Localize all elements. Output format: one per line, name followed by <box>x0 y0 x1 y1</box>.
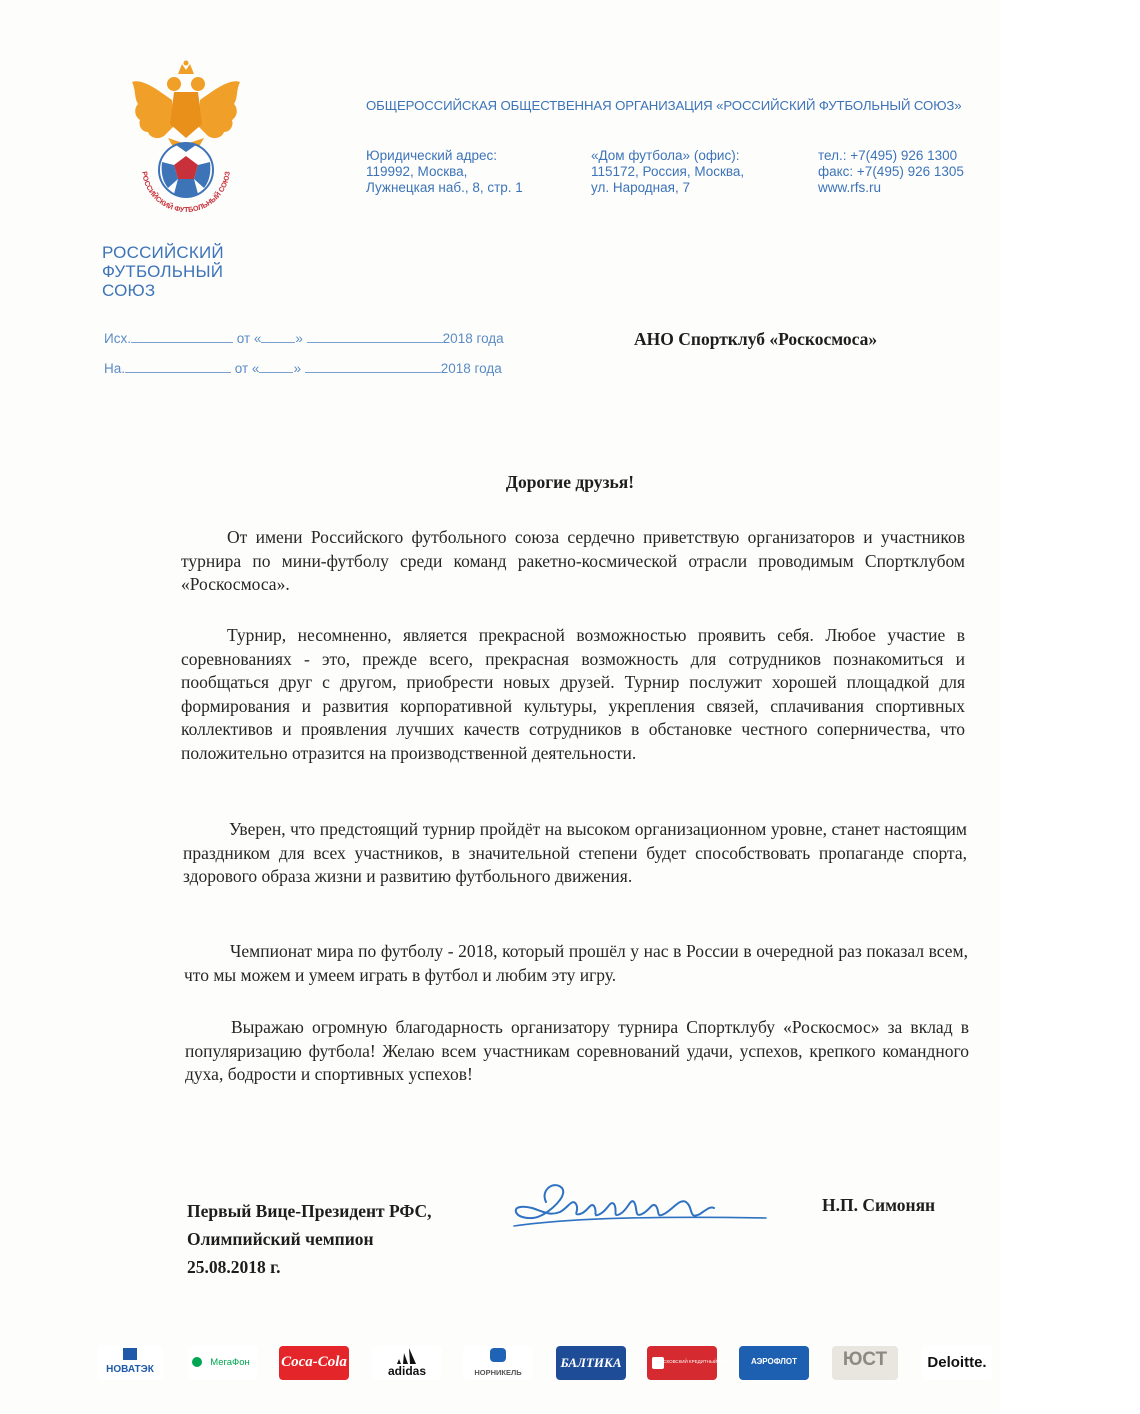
quote-close: » <box>295 331 303 346</box>
brand-line: СОЮЗ <box>102 281 156 300</box>
adidas-stripes-icon <box>396 1348 418 1364</box>
incoming-label: На. <box>104 361 126 376</box>
legal-address <box>366 148 523 196</box>
signatory-honor: Олимпийский чемпион <box>187 1229 374 1249</box>
paragraph-text: Турнир, несомненно, является прекрасной возможностью проявить себя. Любое участие в соревнованиях - это, прежде всего, прекрасная возможность для сотрудников познакомиться и пообщаться друг с другом, приобрести новых друзей. Турнир послужит хорошей площадкой для формирования и развития корпоративной культуры, укрепления связей, сплачивания спортивных коллективов и проявления лучших качеств сотрудников в обстановке честного соперничества, что положительно отразится на производственной деятельности. <box>181 625 965 763</box>
paragraph-text: Выражаю огромную благодарность организатору турнира Спортклубу «Роскосмос» за вклад в популяризацию футбола! Желаю всем участникам соревнований удачи, успехов, крепкого командного духа, бодрости и спортивных успехов! <box>185 1017 969 1085</box>
brand-line: ФУТБОЛЬНЫЙ <box>102 262 224 281</box>
sponsor-logo-coca-cola <box>279 1346 349 1380</box>
from-label: от « <box>234 361 260 376</box>
handwritten-signature-icon <box>510 1172 772 1242</box>
address-line: Юридический адрес: <box>366 148 498 163</box>
greeting: Дорогие друзья! <box>505 472 635 492</box>
ref-number-blank <box>131 330 233 343</box>
paragraph-text: От имени Российского футбольного союза сердечно приветствую организаторов и участников турнира по мини-футболу среди команд ракетно-космической отрасли проводимым Спортклубом «Роскосмоса». <box>181 527 965 595</box>
sponsor-logo-mkb <box>647 1346 731 1380</box>
website: www.rfs.ru <box>818 180 882 195</box>
letter-paragraph <box>185 1016 969 1087</box>
year-label: 2018 года <box>440 361 502 376</box>
month-blank <box>307 330 443 343</box>
phone: тел.: +7(495) 926 1300 <box>818 148 958 163</box>
sponsor-name: ЮСТ <box>842 1349 888 1370</box>
sponsor-name: НОРНИКЕЛЬ <box>474 1368 522 1377</box>
address-line: «Дом футбола» (офис): <box>591 148 740 163</box>
letter-paragraph <box>183 818 967 889</box>
sponsor-logo-megafon <box>188 1346 258 1380</box>
sponsor-name: Deloitte. <box>927 1354 987 1371</box>
sponsor-name: БАЛТИКА <box>560 1355 622 1370</box>
sponsor-logo-novatek <box>97 1346 163 1380</box>
sponsor-name: Coca-Cola <box>281 1354 347 1370</box>
novatek-mark-icon <box>123 1348 137 1360</box>
brand-name <box>102 243 224 300</box>
from-label: от « <box>236 331 262 346</box>
rfs-eagle-emblem-icon <box>128 60 244 220</box>
sponsor-logo-baltika <box>556 1346 626 1380</box>
brand-line: РОССИЙСКИЙ <box>102 243 224 262</box>
address-line: Лужнецкая наб., 8, стр. 1 <box>366 180 523 195</box>
signatory-position: Первый Вице-Президент РФС, <box>187 1201 432 1221</box>
signatory-title <box>187 1197 431 1281</box>
address-line: 119992, Москва, <box>366 164 468 179</box>
year-label: 2018 года <box>442 331 504 346</box>
paragraph-text: Чемпионат мира по футболу - 2018, который прошёл у нас в России в очередной раз показал всем, что мы можем и умеем играть в футбол и любим эту игру. <box>184 941 968 985</box>
sponsor-name: АЭРОФЛОТ <box>751 1357 797 1366</box>
ref-number-blank <box>125 360 231 373</box>
outgoing-ref-line <box>104 330 504 346</box>
addressee: АНО Спортклуб «Роскосмоса» <box>634 329 878 349</box>
letter-date: 25.08.2018 г. <box>187 1257 281 1277</box>
contacts <box>818 148 964 196</box>
month-blank <box>305 360 441 373</box>
org-title: ОБЩЕРОССИЙСКАЯ ОБЩЕСТВЕННАЯ ОРГАНИЗАЦИЯ «РОССИЙСКИЙ ФУТБОЛЬНЫЙ СОЮЗ» <box>366 98 962 113</box>
paragraph-text: Уверен, что предстоящий турнир пройдёт на высоком организационном уровне, станет настоящим праздником для всех участников, в значительной степени будет способствовать пропаганде спорта, здорового образа жизни и развитию футбольного движения. <box>183 819 967 887</box>
sponsor-logo-nornickel <box>463 1346 533 1380</box>
day-blank <box>261 330 295 343</box>
letter-paragraph <box>181 526 965 597</box>
sponsor-logo-yust <box>832 1346 898 1380</box>
incoming-ref-line <box>104 360 502 376</box>
signatory-name: Н.П. Симонян <box>822 1195 936 1215</box>
sponsor-name: adidas <box>387 1364 426 1378</box>
sponsor-name: НОВАТЭК <box>106 1364 154 1375</box>
outgoing-label: Исх. <box>104 331 131 346</box>
address-line: 115172, Россия, Москва, <box>591 164 745 179</box>
quote-close: » <box>293 361 301 376</box>
svg-text:РОССИЙСКИЙ ФУТБОЛЬНЫЙ СОЮЗ: РОССИЙСКИЙ ФУТБОЛЬНЫЙ СОЮЗ <box>140 170 232 215</box>
sponsor-logo-aeroflot <box>739 1346 809 1380</box>
fax: факс: +7(495) 926 1305 <box>818 164 964 179</box>
sponsor-name: МОСКОВСКИЙ КРЕДИТНЫЙ БАНК <box>656 1359 731 1364</box>
sponsor-logo-deloitte <box>922 1346 992 1380</box>
address-line: ул. Народная, 7 <box>591 180 690 195</box>
day-blank <box>259 360 293 373</box>
sponsor-name: МегаФон <box>210 1357 250 1368</box>
office-address <box>591 148 744 196</box>
nornickel-mark-icon <box>490 1348 506 1362</box>
letter-paragraph <box>184 940 968 987</box>
letter-paragraph <box>181 624 965 766</box>
sponsor-logo-adidas <box>372 1346 442 1380</box>
